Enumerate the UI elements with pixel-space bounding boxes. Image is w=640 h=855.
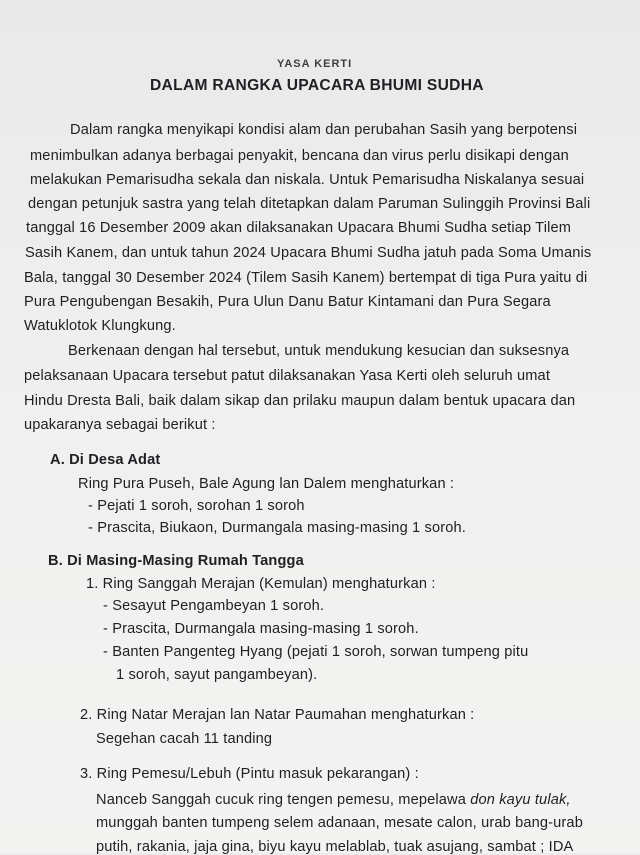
section-b-item3-title: 3. Ring Pemesu/Lebuh (Pintu masuk pekarangan) : — [80, 766, 419, 782]
para1-line: Dalam rangka menyikapi kondisi alam dan perubahan Sasih yang berpotensi — [70, 122, 578, 138]
section-b-item3-line: munggah banten tumpeng selem adanaan, mesate calon, urab bang-urab — [96, 815, 583, 831]
para1-line: Pura Pengubengan Besakih, Pura Ulun Danu Batur Kintamani dan Pura Segara — [24, 294, 551, 310]
para1-line: dengan petunjuk sastra yang telah ditetapkan dalam Paruman Sulinggih Provinsi Bali — [28, 196, 591, 212]
para1-line: menimbulkan adanya berbagai penyakit, bencana dan virus perlu disikapi dengan — [30, 148, 569, 164]
para2-line: upakaranya sebagai berikut : — [24, 417, 216, 433]
section-a-item: - Prascita, Biukaon, Durmangala masing-masing 1 soroh. — [88, 520, 466, 536]
para2-line: pelaksanaan Upacara tersebut patut dilaksanakan Yasa Kerti oleh seluruh umat — [24, 368, 551, 384]
para2-line: Hindu Dresta Bali, baik dalam sikap dan prilaku maupun dalam bentuk upacara dan — [24, 393, 576, 409]
section-a-intro: Ring Pura Puseh, Bale Agung lan Dalem menghaturkan : — [78, 476, 455, 492]
section-a-heading: A. Di Desa Adat — [50, 452, 161, 468]
section-b-item2-title: 2. Ring Natar Merajan lan Natar Paumahan menghaturkan : — [80, 707, 475, 723]
section-b-item1-bullet: - Prascita, Durmangala masing-masing 1 soroh. — [103, 621, 419, 637]
section-b-item3-line — [96, 792, 571, 808]
section-b-item3-line: putih, rakania, jaja gina, biyu kayu melablab, tuak asujang, sambat ; IDA — [96, 839, 574, 855]
section-b-item1-title: 1. Ring Sanggah Merajan (Kemulan) menghaturkan : — [86, 576, 436, 592]
document-title: DALAM RANGKA UPACARA BHUMI SUDHA — [150, 77, 484, 94]
section-b-item2-text: Segehan cacah 11 tanding — [96, 731, 273, 747]
para1-line: Bala, tanggal 30 Desember 2024 (Tilem Sasih Kanem) bertempat di tiga Pura yaitu di — [24, 270, 588, 286]
para1-line: tanggal 16 Desember 2009 akan dilaksanakan Upacara Bhumi Sudha setiap Tilem — [26, 220, 572, 236]
section-b-item1-bullet: - Sesayut Pengambeyan 1 soroh. — [103, 598, 325, 614]
section-b-heading: B. Di Masing-Masing Rumah Tangga — [48, 553, 304, 569]
para2-line: Berkenaan dengan hal tersebut, untuk mendukung kesucian dan suksesnya — [68, 343, 570, 359]
section-b-item1-bullet-cont: 1 soroh, sayut pangambeyan). — [116, 667, 318, 683]
para1-line: melakukan Pemarisudha sekala dan niskala. Untuk Pemarisudha Niskalanya sesuai — [30, 172, 585, 188]
section-b-item1-bullet: - Banten Pangenteg Hyang (pejati 1 soroh, sorwan tumpeng pitu — [103, 644, 529, 660]
section-a-item: - Pejati 1 soroh, sorohan 1 soroh — [88, 498, 305, 514]
para1-line: Sasih Kanem, dan untuk tahun 2024 Upacara Bhumi Sudha jatuh pada Soma Umanis — [25, 245, 592, 261]
section-b-item3-line1a: Nanceb Sanggah cucuk ring tengen pemesu, mepelawa — [96, 792, 471, 808]
document-heading-top: YASA KERTI — [277, 58, 353, 70]
para1-line: Watuklotok Klungkung. — [24, 318, 176, 334]
section-b-item3-line1b: don kayu tulak, — [470, 792, 571, 808]
